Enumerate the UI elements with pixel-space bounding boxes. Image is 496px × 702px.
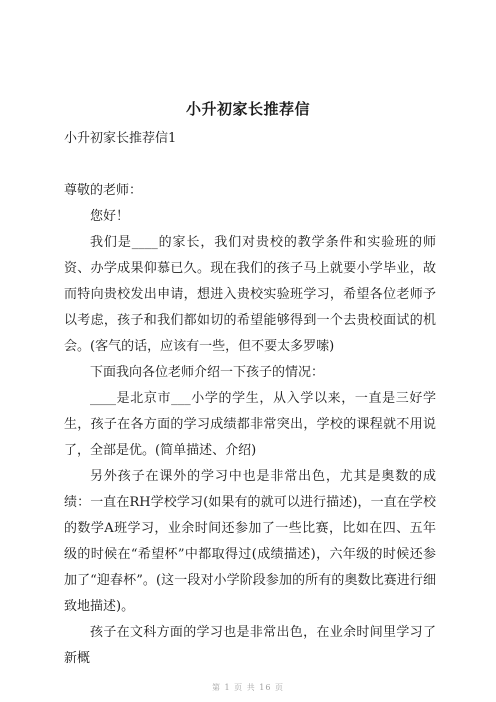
paragraph-intro: 我们是____的家长，我们对贵校的教学条件和实验班的师资、办学成果仰慕已久。现在我们的孩子马上就要小学毕业，故而特向贵校发出申请，想进入贵校实验班学习，希望各位老师予以考虑，孩子和我们都如切的希望能够得到一个去贵校面试的机会。(客气的话，应该有一些，但不要太多罗嗦) [64,235,436,354]
paragraph-liberal-arts: 孩子在文科方面的学习也是非常出色，在业余时间里学习了新概 [64,625,436,666]
document-body [64,126,436,672]
paragraph-student-info: ____是北京市___小学的学生，从入学以来，一直是三好学生，孩子在各方面的学习成绩都非常突出，学校的课程就不用说了，全部是优。(简单描述、介绍) [64,391,436,458]
paragraph-transition: 下面我向各位老师介绍一下孩子的情况： [90,365,325,380]
document-subtitle: 小升初家长推荐信1 [64,131,177,146]
blank-line [64,152,436,178]
document-title: 小升初家长推荐信 [185,100,310,118]
paragraph-math-achievements: 另外孩子在课外的学习中也是非常出色，尤其是奥数的成绩：一直在RH学校学习(如果有的就可以进行描述)，一直在学校的数学A班学习，业余时间还参加了一些比赛，比如在四、五年级的时候在“希望杯”中都取得过(成绩描述)，六年级的时候还参加了“迎春杯”。(这一段对小学阶段参加的所有的奥数比赛进行细致地描述)。 [64,469,436,614]
greeting: 您好！ [90,209,130,224]
salutation: 尊敬的老师： [64,183,143,198]
page-footer: 第 1 页 共 16 页 [212,683,284,692]
